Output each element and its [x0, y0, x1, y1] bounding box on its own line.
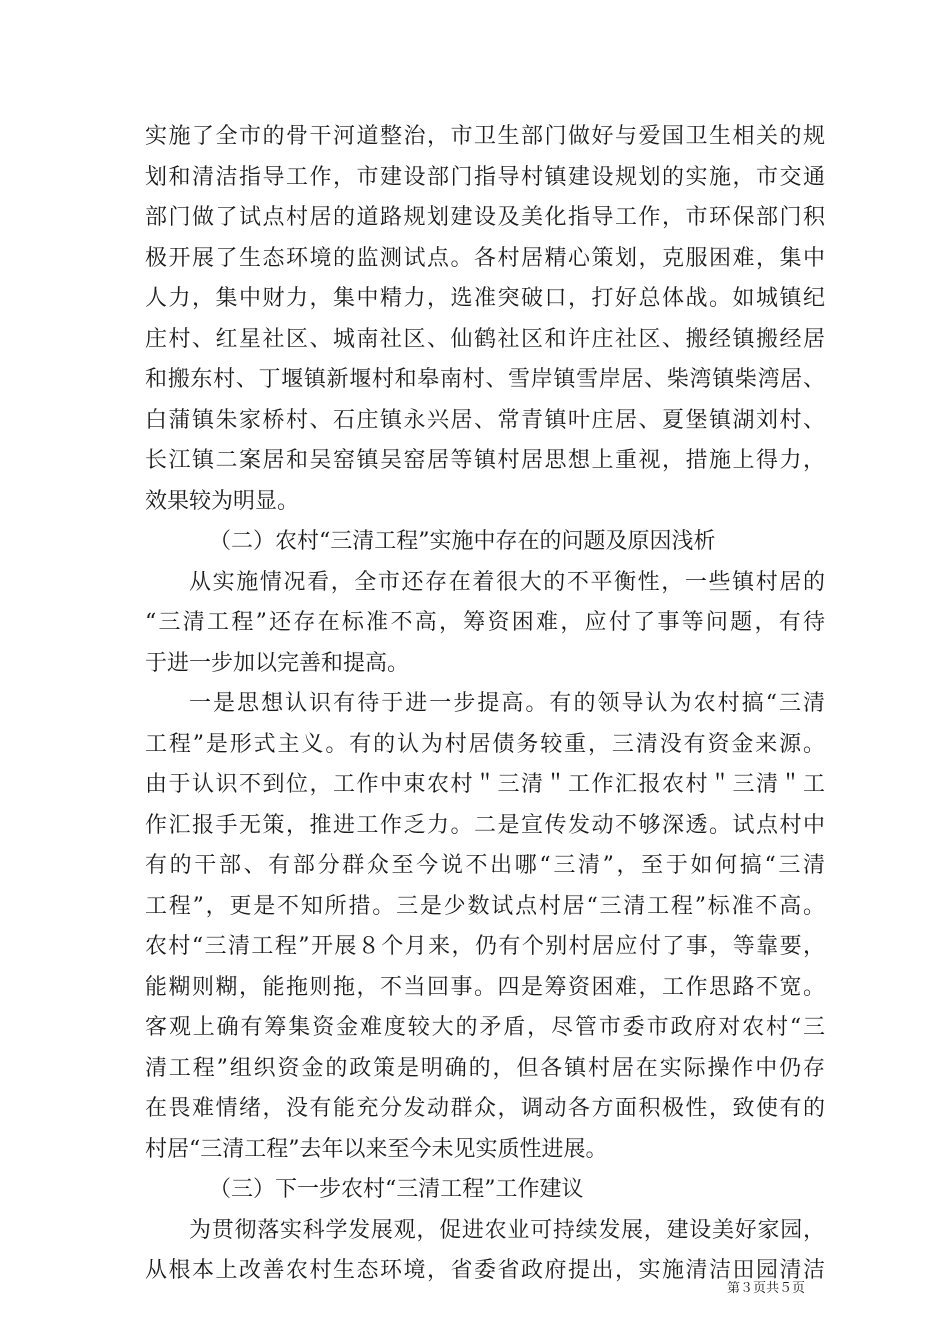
text-line: 白蒲镇朱家桥村、石庄镇永兴居、常青镇叶庄居、夏堡镇湖刘村、	[145, 407, 825, 433]
text-line: 工程”是形式主义。有的认为村居债务较重，三清没有资金来源。	[145, 731, 825, 757]
text-line: 从实施情况看，全市还存在着很大的不平衡性，一些镇村居的	[189, 569, 825, 595]
body-text	[145, 117, 825, 1292]
text-line: 于进一步加以完善和提高。	[145, 650, 410, 676]
text-line: “三清工程”还存在标准不高，筹资困难，应付了事等问题，有待	[145, 610, 825, 635]
text-line: 在畏难情绪，没有能充分发动群众，调动各方面积极性，致使有的	[145, 1096, 825, 1121]
text-line: 能糊则糊，能拖则拖，不当回事。四是筹资困难，工作思路不宽。	[145, 974, 825, 1000]
section-heading: （三）下一步农村“三清工程”工作建议	[209, 1177, 584, 1202]
text-line: 实施了全市的骨干河道整治，市卫生部门做好与爱国卫生相关的规	[145, 124, 825, 149]
text-line: 庄村、红星社区、城南社区、仙鹤社区和许庄社区、搬经镇搬经居	[145, 326, 825, 352]
text-line: 长江镇二案居和吴窑镇吴窑居等镇村居思想上重视，措施上得力，	[145, 448, 825, 473]
text-line: 客观上确有筹集资金难度较大的矛盾，尽管市委市政府对农村“三	[145, 1015, 825, 1040]
section-heading: （二）农村“三清工程”实施中存在的问题及原因浅析	[209, 529, 716, 554]
text-line: 划和清洁指导工作，市建设部门指导村镇建设规划的实施，市交通	[145, 164, 825, 190]
text-line: 极开展了生态环境的监测试点。各村居精心策划，克服困难，集中	[145, 245, 825, 271]
text-line: 和搬东村、丁堰镇新堰村和皋南村、雪岸镇雪岸居、柴湾镇柴湾居、	[145, 367, 825, 392]
text-line: 为贯彻落实科学发展观，促进农业可持续发展，建设美好家园，	[189, 1217, 825, 1243]
text-line: 村居“三清工程”去年以来至今未见实质性进展。	[145, 1136, 608, 1162]
text-line: 清工程”组织资金的政策是明确的，但各镇村居在实际操作中仍存	[145, 1055, 825, 1081]
text-line: 由于认识不到位，工作中束农村＂三清＂工作汇报农村＂三清＂工	[145, 772, 825, 797]
text-line: 有的干部、有部分群众至今说不出哪“三清”，至于如何搞“三清	[145, 853, 825, 878]
text-line: 部门做了试点村居的道路规划建设及美化指导工作，市环保部门积	[145, 205, 825, 230]
text-line: 效果较为明显。	[145, 488, 300, 514]
text-line: 农村“三清工程”开展８个月来，仍有个别村居应付了事，等靠要，	[145, 934, 825, 959]
text-line: 从根本上改善农村生态环境，省委省政府提出，实施清洁田园清洁	[145, 1258, 825, 1283]
text-line: 人力，集中财力，集中精力，选准突破口，打好总体战。如城镇纪	[145, 286, 825, 311]
page-number: 第３页共５页	[726, 1281, 805, 1296]
text-line: 作汇报手无策，推进工作乏力。二是宣传发动不够深透。试点村中	[145, 812, 825, 838]
text-line: 工程”，更是不知所措。三是少数试点村居“三清工程”标准不高。	[145, 893, 825, 919]
text-line: 一是思想认识有待于进一步提高。有的领导认为农村搞“三清	[189, 691, 825, 716]
